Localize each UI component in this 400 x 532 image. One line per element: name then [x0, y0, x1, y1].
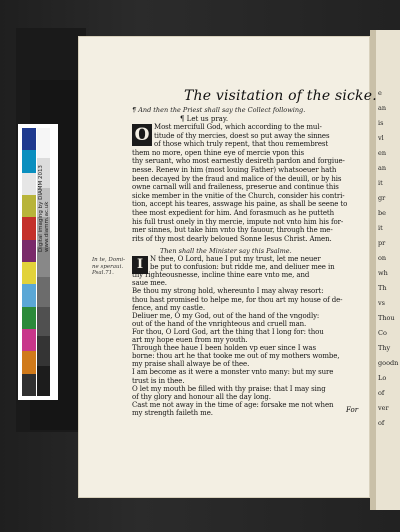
collect-line: Most mercifull God, which according to the mul-: [154, 123, 322, 131]
next-page-fragment: is: [378, 119, 384, 127]
drop-capital: O: [132, 124, 152, 146]
color-swatch: [22, 307, 36, 329]
next-page-fragment: pr: [378, 239, 386, 247]
psalm-line: Deliuer me, O my God, out of the hand of the vngodly:: [132, 311, 320, 320]
imaging-credit: [38, 132, 52, 252]
rubric-psalme: Then shall the Minister say this Psalme.: [160, 247, 292, 255]
psalm-line: borne: thou art he that tooke me out of my mothers wombe,: [132, 352, 340, 361]
imaging-credit-line: Digital imaging by DIAMM 2013: [38, 165, 44, 252]
collect-line: thee most expedient for him. And forasmuch as he putteth: [132, 209, 334, 217]
collect-line: sicke member in the vnitie of the Church, consider his contri-: [132, 191, 345, 200]
psalm-line: Be thou my strong hold, whereunto I may alway resort:: [132, 287, 324, 296]
imaging-credit-url: www.diamm.ac.uk: [44, 201, 50, 252]
psalm-line: fence, and my castle.: [132, 303, 205, 312]
psalm-line: Through thee haue I been holden vp euer since I was: [132, 344, 316, 353]
psalm-line: my strength faileth me.: [132, 408, 213, 417]
next-page-fragment: an: [378, 104, 387, 112]
collect-line: titude of thy mercies, doest so put away the sinnes: [154, 131, 330, 140]
next-page-fragment: it: [378, 224, 383, 232]
next-page-fragment: goodn: [378, 359, 399, 367]
running-head: The visitation of the sicke.: [184, 88, 377, 104]
grey-step: [37, 277, 50, 307]
catchword: For: [346, 406, 359, 414]
next-page-fragment: it: [378, 179, 383, 187]
collect-line: of those which truly repent, that thou remembrest: [154, 140, 329, 149]
next-page-fragment: Th: [378, 284, 387, 292]
drop-capital-psalm: I: [132, 256, 148, 274]
psalm-line: O let my mouth be filled with thy praise: that I may sing: [132, 384, 326, 393]
psalm-line: Cast me not away in the time of age: forsake me not when: [132, 400, 334, 409]
next-page-fragment: vl: [378, 134, 384, 142]
color-swatch: [22, 217, 36, 239]
psalm-line: thou hast promised to helpe me, for thou art my house of de-: [132, 295, 343, 304]
psalm-line: out of the hand of the vnrighteous and cruell man.: [132, 319, 307, 328]
color-swatch: [22, 351, 36, 373]
psalm-line: my praise shall alwaye be of thee.: [132, 360, 250, 369]
next-page-fragment: Thou: [378, 314, 395, 322]
collect-line: thy seruant, who most earnestly desireth pardon and forgiue-: [132, 157, 345, 166]
color-swatch: [22, 128, 36, 150]
next-page-fragment: of: [378, 389, 385, 397]
collect-line: rits of thy most dearly beloued Sonne Iesus Christ. Amen.: [132, 234, 332, 243]
next-page-fragment: gr: [378, 194, 386, 202]
next-page-fragment: Lo: [378, 374, 387, 382]
color-swatch: [22, 195, 36, 217]
psalm-line: trust is in thee.: [132, 376, 185, 385]
color-swatch: [22, 329, 36, 351]
psalm-line: thy righteousnesse, incline thine eare vnto me, and: [132, 271, 310, 280]
psalm-line: saue mee.: [132, 279, 167, 288]
next-page-fragment: be: [378, 209, 387, 217]
collect-line: his full trust onely in thy mercie, impute not vnto him his for-: [132, 217, 344, 226]
next-page-fragment: an: [378, 164, 387, 172]
color-swatch: [22, 240, 36, 262]
next-page-fragment: on: [378, 254, 387, 262]
next-page-fragment: vs: [378, 299, 386, 307]
next-page-fragment: Thy: [378, 344, 391, 352]
rubric-collect: ¶ And then the Priest shall say the Collect following.: [132, 106, 306, 114]
next-page-fragment: ver: [378, 404, 389, 412]
color-swatches: [22, 128, 36, 396]
let-us-pray: ¶ Let us pray.: [180, 115, 229, 123]
next-page-fragment: en: [378, 149, 387, 157]
margin-note-line: Psal.71.: [92, 270, 114, 276]
collect-line: tion, accept his teares, asswage his paine, as shall be seene to: [132, 200, 348, 209]
collect-line: been decayed by the fraud and malice of the deuill, or by his: [132, 174, 342, 183]
color-swatch: [22, 262, 36, 284]
psalm-line: For thou, O Lord God, art the thing that I long for: thou: [132, 327, 324, 336]
margin-note: [92, 257, 125, 277]
grey-step: [37, 307, 50, 337]
collect-line: them no more, open thine eye of mercie vpon this: [132, 148, 304, 157]
grey-step: [37, 336, 50, 366]
next-page-fragment: of: [378, 419, 385, 427]
collect-line: nesse. Renew in him (most louing Father) whatsoeuer hath: [132, 166, 337, 174]
psalm-line: N thee, O Lord, haue I put my trust, let me neuer: [150, 255, 321, 263]
psalm-line: I am become as it were a monster vnto many: but my sure: [132, 368, 334, 377]
collect-line: owne carnall will and fraileness, preserue and continue this: [132, 183, 339, 192]
margin-note-line: In te, Domi-: [92, 257, 125, 263]
color-swatch: [22, 374, 36, 396]
psalm-line: of thy glory and honour all the day long.: [132, 392, 271, 401]
color-swatch: [22, 284, 36, 306]
color-swatch: [22, 173, 36, 195]
collect-line: mer sinnes, but take him vnto thy fauour, through the me-: [132, 226, 333, 235]
grey-step: [37, 366, 50, 396]
psalm-line: art my hope euen from my youth.: [132, 336, 248, 344]
next-page-fragment: e: [378, 89, 382, 97]
next-page-fragment: wh: [378, 269, 388, 277]
next-page-fragment: Co: [378, 329, 387, 337]
margin-note-line: ne speraui.: [92, 263, 124, 270]
color-swatch: [22, 150, 36, 172]
psalm-line: be put to confusion: but ridde me, and deliuer mee in: [150, 263, 335, 272]
